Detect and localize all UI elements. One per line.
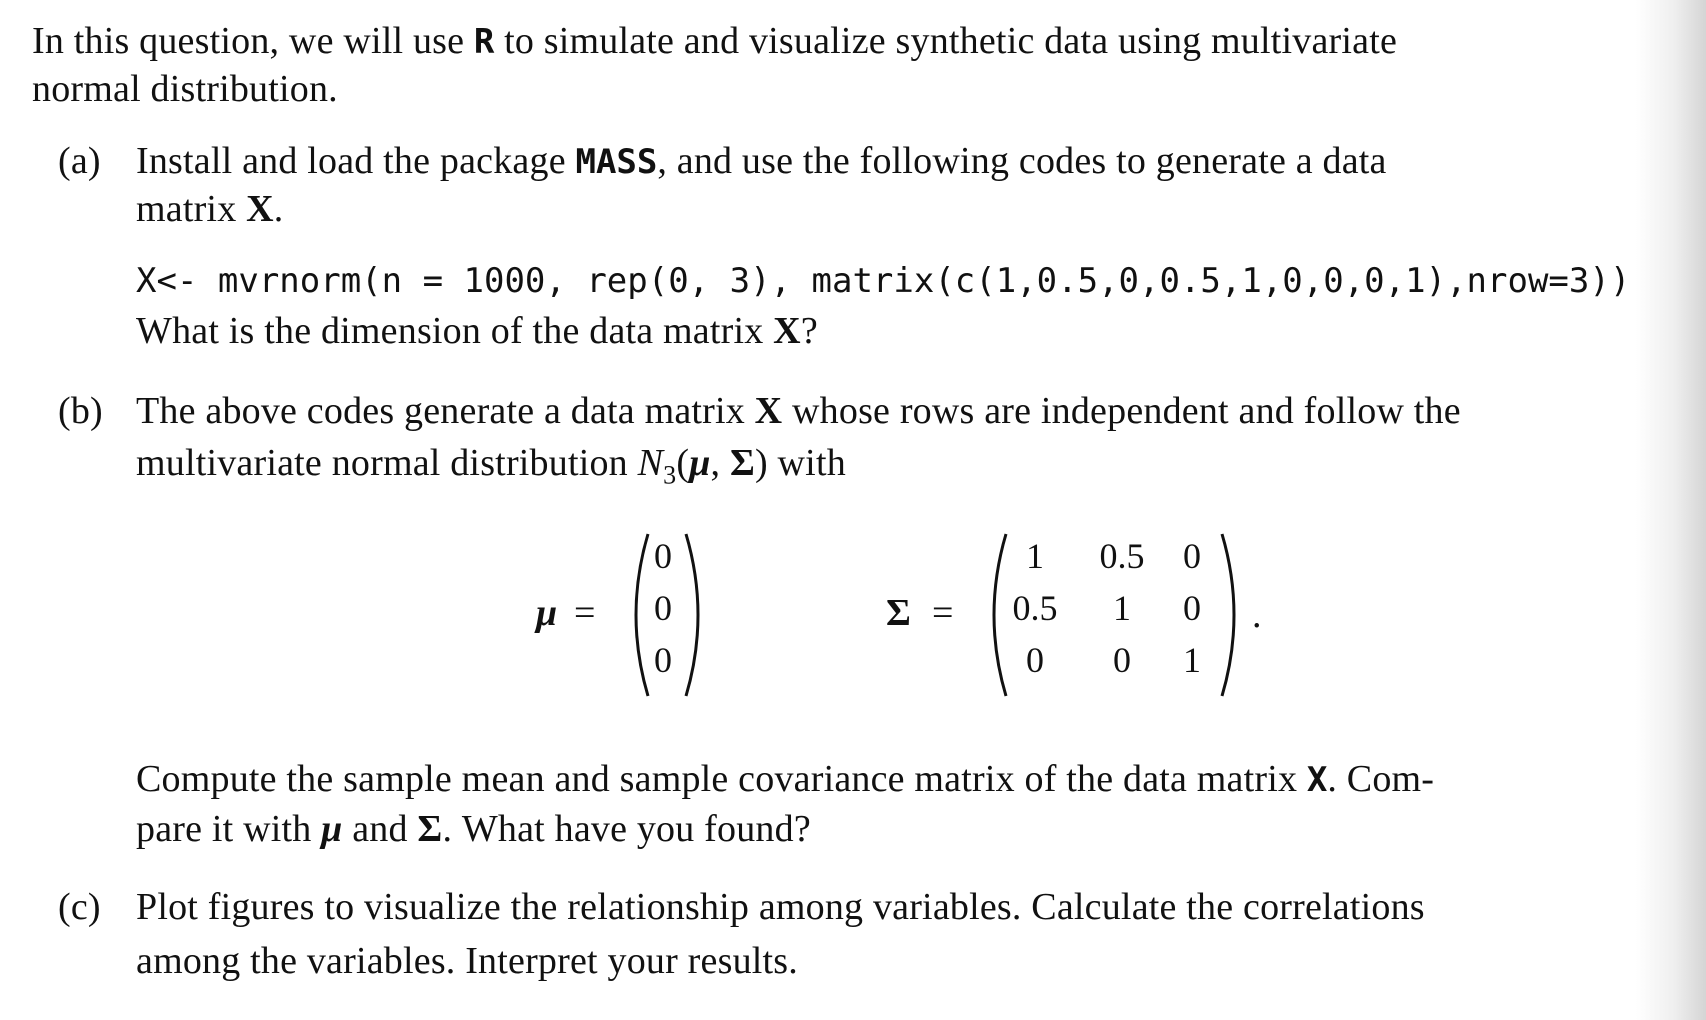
code-R: R: [473, 22, 495, 62]
part-a-text: Install and load the package: [136, 140, 576, 182]
code-MASS: MASS: [575, 142, 658, 182]
part-a-text: matrix: [136, 188, 247, 230]
sigma-equals: =: [932, 592, 954, 634]
mu-entry: 0: [654, 588, 672, 628]
part-b-text: whose rows are independent and follow the: [782, 390, 1461, 432]
part-b-line-1: [136, 392, 1461, 430]
sigma-entry: 0: [1026, 640, 1044, 680]
mu-entry: 0: [654, 536, 672, 576]
mu-display-symbol: μ: [536, 592, 558, 634]
intro-line-1: [32, 22, 1397, 61]
part-b-text: and: [342, 808, 418, 850]
part-a-text: What is the dimension of the data matrix: [136, 310, 774, 352]
code-line-mvrnorm: X<- mvrnorm(n = 1000, rep(0, 3), matrix(c(1,0.5,0,0.5,1,0,0,0,1),nrow=3)): [136, 261, 1631, 301]
part-b-text: with: [767, 442, 846, 484]
sigma-entry: 1: [1026, 536, 1044, 576]
matrix-X-symbol: X: [246, 188, 274, 230]
part-a-text: .: [273, 188, 284, 230]
sigma-display-symbol: Σ: [886, 592, 911, 634]
part-c-line-2: among the variables. Interpret your results.: [136, 940, 798, 982]
part-b-text: The above codes generate a data matrix: [136, 390, 755, 432]
part-a-line-2: [136, 190, 283, 228]
mu-equals: =: [574, 592, 596, 634]
paren: ): [754, 442, 768, 484]
part-c-label: (c): [58, 886, 101, 928]
part-a-line-1: [136, 142, 1387, 181]
part-b-label: (b): [58, 390, 103, 432]
intro-text: In this question, we will use: [32, 20, 474, 62]
part-b-text: . What have you found?: [442, 808, 811, 850]
part-b-text: Compute the sample mean and sample covariance matrix of the data matrix: [136, 758, 1307, 800]
sigma-entry: 1: [1183, 640, 1201, 680]
matrix-X-symbol: X: [773, 310, 801, 352]
intro-line-2: normal distribution.: [32, 68, 338, 110]
part-a-label: (a): [58, 140, 101, 182]
sigma-entry: 0.5: [1012, 588, 1058, 628]
part-b-text: pare it with: [136, 808, 322, 850]
mu-entry: 0: [654, 640, 672, 680]
matrix-period: .: [1252, 594, 1262, 636]
intro-text: to simulate and visualize synthetic data using multivariate: [494, 20, 1398, 62]
normal-N-symbol: N: [637, 442, 664, 484]
mu-symbol: μ: [689, 442, 711, 484]
part-b-line-2: [136, 444, 846, 495]
comma: ,: [710, 442, 730, 484]
sigma-entry: 1: [1113, 588, 1131, 628]
part-a-question: [136, 312, 818, 350]
mu-symbol: μ: [321, 808, 343, 850]
dimension-subscript: 3: [663, 460, 677, 490]
part-b-text: multivariate normal distribution: [136, 442, 638, 484]
sigma-entry: 0: [1183, 588, 1201, 628]
mu-right-paren: [676, 530, 716, 700]
part-b-compute-line-2: [136, 810, 811, 848]
part-b-text: . Com-: [1327, 758, 1435, 800]
part-a-text: ?: [800, 310, 818, 352]
sigma-symbol: Σ: [417, 808, 443, 850]
matrix-X-symbol: X: [754, 390, 783, 432]
sigma-entry: 0: [1113, 640, 1131, 680]
part-c-line-1: Plot figures to visualize the relationship among variables. Calculate the correlations: [136, 886, 1425, 928]
sigma-entry: 0: [1183, 536, 1201, 576]
code-X: X: [1306, 760, 1328, 800]
sigma-entry: 0.5: [1099, 536, 1145, 576]
sigma-symbol: Σ: [729, 442, 755, 484]
part-b-compute-line-1: [136, 760, 1434, 799]
sigma-right-paren: [1212, 530, 1252, 700]
part-a-text: , and use the following codes to generate a data: [657, 140, 1387, 182]
paren: (: [676, 442, 690, 484]
page-edge-shadow: [1636, 0, 1706, 1020]
